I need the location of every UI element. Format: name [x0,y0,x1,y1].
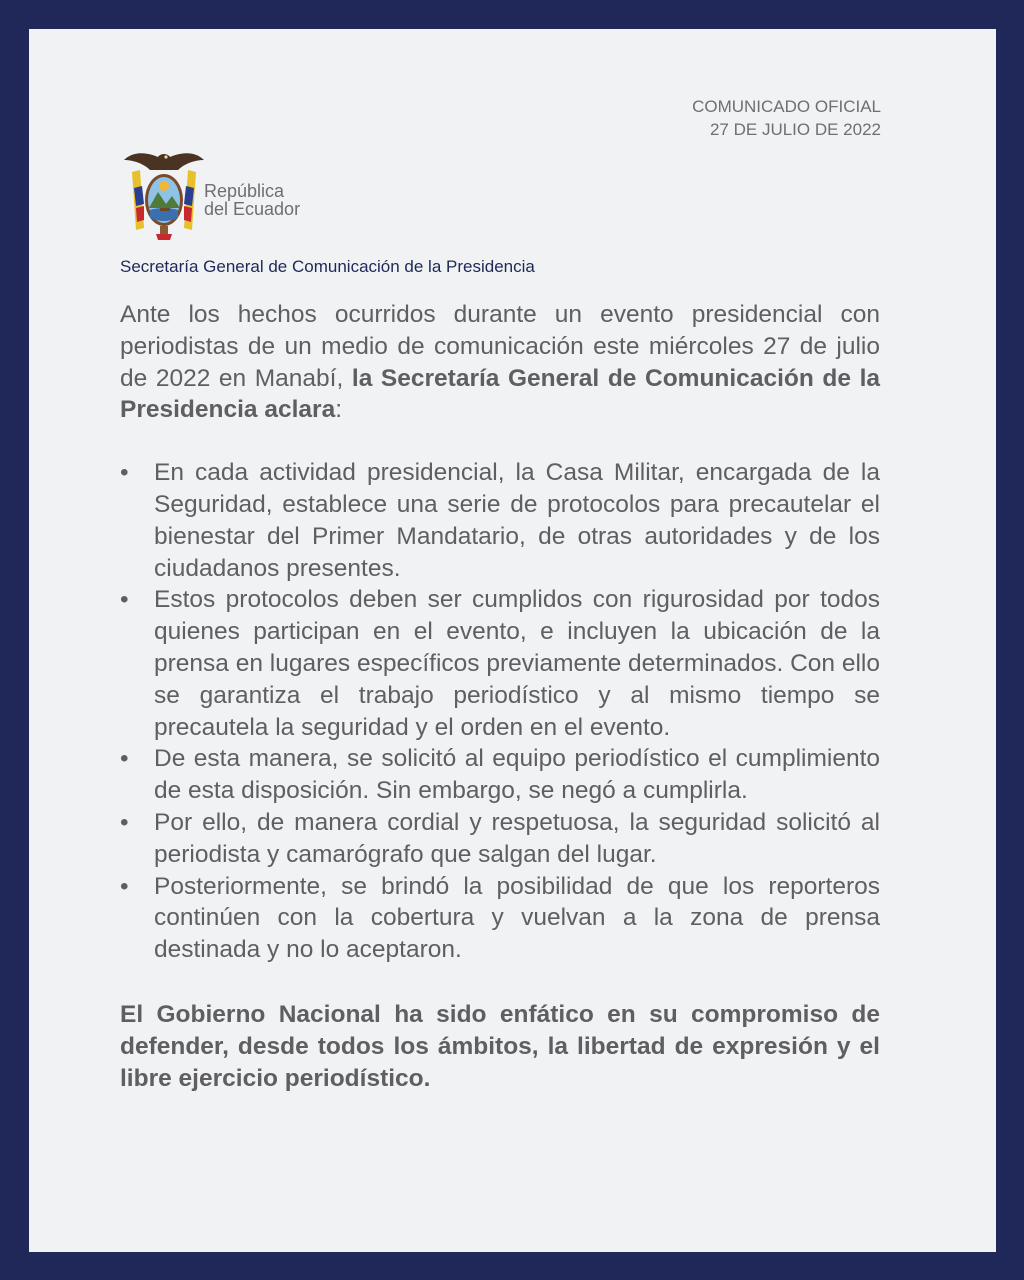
document-body [120,299,880,1094]
list-item [120,584,880,743]
bullet-icon: • [120,745,129,773]
doc-date: 27 DE JULIO DE 2022 [709,120,881,139]
intro-text: Ante los hechos ocurridos durante un evento presidencial con periodistas de un medio de comunicación este miércoles 27 de julio de 2022 en Manabí, [120,301,880,392]
list-item [120,807,880,871]
bullet-text: De esta manera, se solicitó al equipo periodístico el cumplimiento de esta disposición. Sin embargo, se negó a cumplirla. [154,745,880,805]
intro-paragraph [120,299,880,426]
header-meta [692,95,881,141]
logo-line-1: República [204,181,285,201]
list-item [120,871,880,966]
republica-logo [122,148,322,243]
bullet-text: Posteriormente, se brindó la posibilidad de que los reporteros continúen con la cobertura y vuelvan a la zona de prensa destinada y no lo aceptaron. [154,872,880,964]
closing-statement: El Gobierno Nacional ha sido enfático en su compromiso de defender, desde todos los ámbitos, la libertad de expresión y el libre ejercicio periodístico. [120,1000,880,1092]
intro-end: : [335,396,343,424]
bullet-icon: • [120,459,129,487]
bullet-text: En cada actividad presidencial, la Casa Militar, encargada de la Seguridad, establece una serie de protocolos para precautelar el bienestar del Primer Mandatario, de otras autoridades y de los ciudadanos presentes. [154,459,880,582]
bullet-icon: • [120,872,129,900]
bullet-text: Por ello, de manera cordial y respetuosa, la seguridad solicitó al periodista y camarógrafo que salgan del lugar. [154,808,880,868]
list-item [120,457,880,584]
doc-type-label: COMUNICADO OFICIAL [692,97,881,116]
logo-text [204,182,300,218]
bullet-list [120,457,880,966]
bullet-icon: • [120,808,129,836]
ecuador-coat-of-arms-icon [122,148,206,243]
intro-bold: la Secretaría General de Comunicación de la Presidencia aclara [120,364,880,424]
logo-line-2: del Ecuador [204,199,301,219]
bullet-text: Estos protocolos deben ser cumplidos con rigurosidad por todos quienes participan en el evento, e incluyen la ubicación de la prensa en lugares específicos previamente determinados. Con ello se garantiza el trabajo periodístico y al mismo tiempo se precautela la seguridad y el orden en el evento. [154,586,880,741]
list-item [120,743,880,807]
document-page [29,29,996,1252]
issuer-name: Secretaría General de Comunicación de la Presidencia [120,257,535,276]
bullet-icon: • [120,586,129,614]
